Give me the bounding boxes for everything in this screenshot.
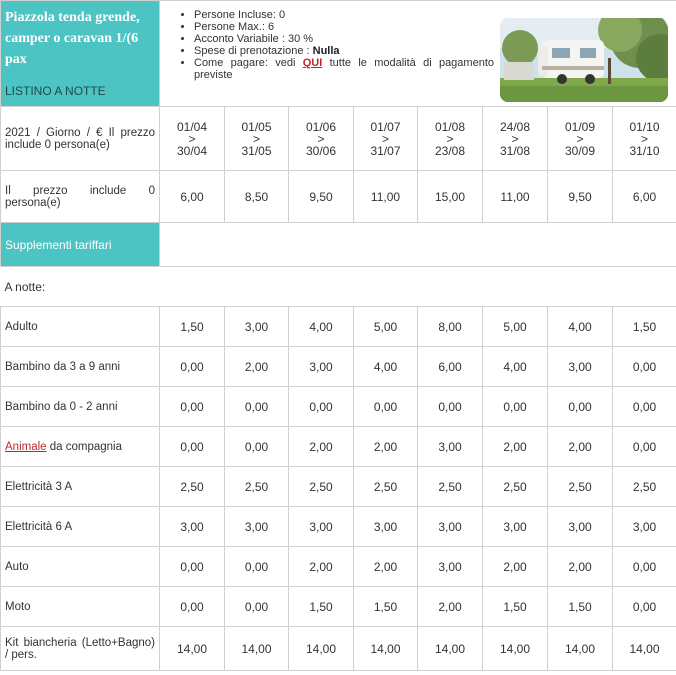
- price-cell: 14,00: [160, 627, 225, 671]
- price-cell: 0,00: [289, 387, 354, 427]
- come-pagare: [194, 57, 494, 81]
- period-to: 30/04: [176, 143, 208, 158]
- period-to: 23/08: [434, 143, 466, 158]
- per-night-row: [1, 267, 676, 307]
- price-cell: 14,00: [225, 627, 289, 671]
- period-arrow: >: [576, 131, 584, 146]
- base-price-label: Il prezzo include 0 persona(e): [1, 171, 160, 223]
- camper-photo: [500, 18, 668, 102]
- period-from: 24/08: [499, 119, 531, 134]
- price-cell: 0,00: [613, 427, 676, 467]
- row-label: Elettricità 6 A: [1, 507, 160, 547]
- spese-prenotazione: [194, 45, 494, 57]
- price-cell: 0,00: [160, 587, 225, 627]
- table-row: [1, 627, 676, 671]
- supplements-body: [1, 307, 676, 671]
- price-cell: 3,00: [483, 507, 548, 547]
- price-cell: 1,50: [289, 587, 354, 627]
- price-cell: 2,00: [354, 547, 418, 587]
- table-row: [1, 307, 676, 347]
- price-cell: 2,50: [418, 467, 483, 507]
- price-cell: 3,00: [289, 507, 354, 547]
- price-cell: 4,00: [548, 307, 613, 347]
- period-col: [548, 107, 613, 171]
- listino-label: LISTINO A NOTTE: [5, 84, 106, 98]
- price-cell: 0,00: [225, 587, 289, 627]
- title-cell: [1, 1, 160, 107]
- info-cell: [160, 1, 676, 107]
- table-row: [1, 427, 676, 467]
- period-col: [418, 107, 483, 171]
- price-cell: 0,00: [548, 387, 613, 427]
- period-to: 31/07: [370, 143, 401, 158]
- price-cell: 0,00: [225, 547, 289, 587]
- price-cell: 4,00: [354, 347, 418, 387]
- period-from: 01/08: [434, 119, 466, 134]
- price-cell: 6,00: [160, 171, 225, 223]
- price-cell: 15,00: [418, 171, 483, 223]
- price-cell: 0,00: [613, 347, 676, 387]
- spese-value: Nulla: [312, 45, 340, 57]
- animale-link[interactable]: Animale: [5, 440, 47, 453]
- table-row: [1, 347, 676, 387]
- period-from: 01/09: [564, 119, 596, 134]
- period-arrow: >: [446, 131, 454, 146]
- price-cell: 8,50: [225, 171, 289, 223]
- period-col: [160, 107, 225, 171]
- row-label: [1, 427, 160, 467]
- price-cell: 1,50: [613, 307, 676, 347]
- spese-label: Spese di prenotazione :: [194, 45, 313, 57]
- per-night-label: A notte:: [1, 267, 676, 307]
- price-cell: 3,00: [225, 307, 289, 347]
- price-cell: 14,00: [613, 627, 676, 671]
- period-from: 01/07: [370, 119, 401, 134]
- price-cell: 2,00: [289, 427, 354, 467]
- period-from: 01/06: [305, 119, 337, 134]
- price-cell: 11,00: [354, 171, 418, 223]
- periods-label: 2021 / Giorno / € Il prezzo include 0 persona(e): [1, 107, 160, 171]
- price-cell: 0,00: [613, 587, 676, 627]
- price-cell: 3,00: [289, 347, 354, 387]
- price-cell: 4,00: [289, 307, 354, 347]
- pagamento-link[interactable]: QUI: [302, 57, 323, 69]
- price-cell: 0,00: [418, 387, 483, 427]
- info-list: [194, 9, 494, 81]
- price-cell: 1,50: [160, 307, 225, 347]
- period-to: 30/09: [564, 143, 596, 158]
- period-col: [483, 107, 548, 171]
- header-row: [1, 1, 676, 107]
- period-col: [613, 107, 676, 171]
- price-cell: 14,00: [354, 627, 418, 671]
- pagare-suffix: tutte le modalità di pagamento previste: [194, 57, 494, 81]
- price-cell: 2,00: [289, 547, 354, 587]
- price-cell: 3,00: [548, 347, 613, 387]
- period-to: 31/10: [629, 143, 660, 158]
- row-label-text: da compagnia: [46, 440, 123, 453]
- price-cell: 2,50: [160, 467, 225, 507]
- persone-max: • Persone Max.: 6: [194, 21, 494, 33]
- price-cell: 2,00: [225, 347, 289, 387]
- price-cell: 2,50: [613, 467, 676, 507]
- row-label: Bambino da 0 - 2 anni: [1, 387, 160, 427]
- price-cell: 1,50: [548, 587, 613, 627]
- supplements-header-row: [1, 223, 676, 267]
- price-cell: 3,00: [418, 547, 483, 587]
- period-arrow: >: [188, 131, 196, 146]
- price-cell: 2,00: [548, 547, 613, 587]
- price-cell: 2,50: [548, 467, 613, 507]
- acconto: • Acconto Variabile : 30 %: [194, 33, 494, 45]
- price-cell: 0,00: [160, 547, 225, 587]
- price-cell: 3,00: [418, 507, 483, 547]
- periods-row: [1, 107, 676, 171]
- price-cell: 2,00: [483, 427, 548, 467]
- pagare-prefix: Come pagare: vedi: [194, 57, 303, 69]
- price-cell: 2,00: [548, 427, 613, 467]
- row-label: Kit biancheria (Letto+Bagno) / pers.: [1, 627, 160, 671]
- supplements-spacer: [160, 223, 676, 267]
- price-cell: 1,50: [483, 587, 548, 627]
- period-from: 01/05: [241, 119, 272, 134]
- price-cell: 0,00: [225, 427, 289, 467]
- period-to: 30/06: [305, 143, 337, 158]
- price-cell: 2,00: [354, 427, 418, 467]
- price-cell: 0,00: [613, 387, 676, 427]
- table-row: [1, 467, 676, 507]
- period-col: [354, 107, 418, 171]
- price-cell: 3,00: [418, 427, 483, 467]
- price-cell: 2,50: [354, 467, 418, 507]
- price-cell: 3,00: [354, 507, 418, 547]
- period-col: [225, 107, 289, 171]
- row-label: Adulto: [1, 307, 160, 347]
- price-cell: 3,00: [613, 507, 676, 547]
- price-cell: 2,50: [225, 467, 289, 507]
- price-cell: 1,50: [354, 587, 418, 627]
- period-arrow: >: [381, 131, 389, 146]
- row-label: Elettricità 3 A: [1, 467, 160, 507]
- price-cell: 0,00: [160, 427, 225, 467]
- price-cell: 3,00: [548, 507, 613, 547]
- period-arrow: >: [252, 131, 260, 146]
- period-to: 31/08: [499, 143, 531, 158]
- page-title: Piazzola tenda grende, camper o caravan 1/(6 pax: [5, 10, 140, 67]
- price-cell: 14,00: [289, 627, 354, 671]
- table-row: [1, 507, 676, 547]
- period-arrow: >: [317, 131, 325, 146]
- price-cell: 3,00: [225, 507, 289, 547]
- table-row: [1, 547, 676, 587]
- price-cell: 0,00: [160, 387, 225, 427]
- table-row: [1, 587, 676, 627]
- row-label: Moto: [1, 587, 160, 627]
- period-arrow: >: [511, 131, 519, 146]
- price-cell: 0,00: [160, 347, 225, 387]
- camper-photo-image: [500, 18, 668, 102]
- base-price-row: [1, 171, 676, 223]
- price-cell: 2,50: [483, 467, 548, 507]
- row-label: Auto: [1, 547, 160, 587]
- period-arrow: >: [640, 131, 648, 146]
- price-cell: 2,00: [418, 587, 483, 627]
- price-cell: 9,50: [548, 171, 613, 223]
- period-from: 01/04: [176, 119, 208, 134]
- price-cell: 5,00: [483, 307, 548, 347]
- persone-incluse: • Persone Incluse: 0: [194, 9, 494, 21]
- price-cell: 14,00: [483, 627, 548, 671]
- price-cell: 2,00: [483, 547, 548, 587]
- price-cell: 0,00: [354, 387, 418, 427]
- table-row: [1, 387, 676, 427]
- price-cell: 9,50: [289, 171, 354, 223]
- price-cell: 6,00: [418, 347, 483, 387]
- price-cell: 14,00: [548, 627, 613, 671]
- price-cell: 8,00: [418, 307, 483, 347]
- price-cell: 0,00: [225, 387, 289, 427]
- price-cell: 5,00: [354, 307, 418, 347]
- period-col: [289, 107, 354, 171]
- price-cell: 14,00: [418, 627, 483, 671]
- price-cell: 2,50: [289, 467, 354, 507]
- period-to: 31/05: [241, 143, 272, 158]
- row-label: Bambino da 3 a 9 anni: [1, 347, 160, 387]
- price-cell: 0,00: [613, 547, 676, 587]
- price-cell: 11,00: [483, 171, 548, 223]
- price-cell: 6,00: [613, 171, 676, 223]
- supplements-title: Supplementi tariffari: [1, 223, 160, 267]
- period-from: 01/10: [629, 119, 660, 134]
- price-cell: 0,00: [483, 387, 548, 427]
- price-cell: 3,00: [160, 507, 225, 547]
- price-cell: 4,00: [483, 347, 548, 387]
